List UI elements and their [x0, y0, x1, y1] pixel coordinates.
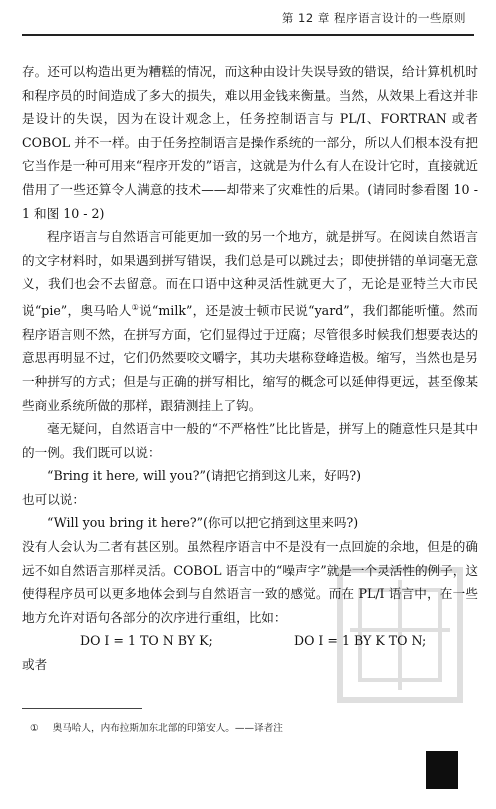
footnote-marker: ① — [131, 302, 140, 312]
paragraph-2 — [22, 225, 478, 417]
footnote-text: 奥马哈人，内布拉斯加东北部的印第安人。——译者注 — [52, 723, 283, 734]
code-example-row — [22, 629, 478, 653]
code-example-a: DO I = 1 TO N BY K; — [80, 633, 213, 649]
paragraph-4: 没有人会认为二者有甚区别。虽然程序语言中不是没有一点回旋的余地，但是的确远不如自然语言那样灵活。COBOL 语言中的“噪声字”就是一个灵活性的例子，这使得程序员可以更多地体会到与自然语言一致的感觉。而在 PL/I 语言中，在一些地方允许对语句各部分的次序进行重组，比如： — [22, 539, 478, 625]
page-body — [22, 60, 478, 677]
footnote-rule — [22, 708, 142, 709]
footnote-number: ① — [30, 723, 39, 734]
example-line-1: “Bring it here, will you?”(请把它捎到这儿来，好吗?) — [47, 468, 362, 484]
example-line-2: “Will you bring it here?”(你可以把它捎到这里来吗?) — [47, 515, 359, 531]
header-rule — [22, 34, 474, 36]
paragraph-2-part-b: 说“milk”，还是波士顿市民说“yard”，我们都能听懂。然而程序语言则不然，在拼写方面，它们显得过于迂腐；尽管很多时候我们想要表达的意思再明显不过，它们仍然要咬文嚼字，其功夫堪称登峰造极。缩写，当然也是另一种拼写的方式；但是与正确的拼写相比，缩写的概念可以延伸得更远，甚至像某些商业系统所做的那样，跟猜测挂上了钩。 — [22, 303, 479, 413]
paragraph-2-part-a: 程序语言与自然语言可能更加一致的另一个地方，就是拼写。在阅读自然语言的文字材料时，如果遇到拼写错误，我们总是可以跳过去；即使拼错的单词毫无意义，我们也会不去留意。而在口语中这种灵活性就更大了，无论是亚特兰大市民说“pie”，奥马哈人 — [22, 229, 478, 319]
paragraph-1: 存。还可以构造出更为糟糕的情况，而这种由设计失误导致的错误，给计算机机时和程序员的时间造成了多大的损失，难以用金钱来衡量。当然，从效果上看这并非是设计的失误，因为在设计观念上，任务控制语言与 PL/I、FORTRAN 或者 COBOL 并不一样。由于任务控制语言是操作系统的一部分，所以人们根本没有把它当作是一种可用来“程序开发的”语言，这就是为什么有人在设计它时，直接就近借用了一些还算令人满意的技术——却带来了灾难性的后果。(请同时参看图 10 - 1 和图 10 - 2) — [22, 64, 478, 221]
footnote — [30, 720, 283, 734]
text-line-also: 也可以说： — [22, 491, 85, 507]
page-corner-block — [426, 751, 458, 789]
code-example-b: DO I = 1 BY K TO N; — [294, 633, 427, 649]
running-header: 第 12 章 程序语言设计的一些原则 — [281, 11, 466, 25]
text-line-or: 或者 — [22, 657, 48, 673]
paragraph-3: 毫无疑问，自然语言中一般的“不严格性”比比皆是，拼写上的随意性只是其中的一例。我们既可以说： — [22, 421, 478, 460]
